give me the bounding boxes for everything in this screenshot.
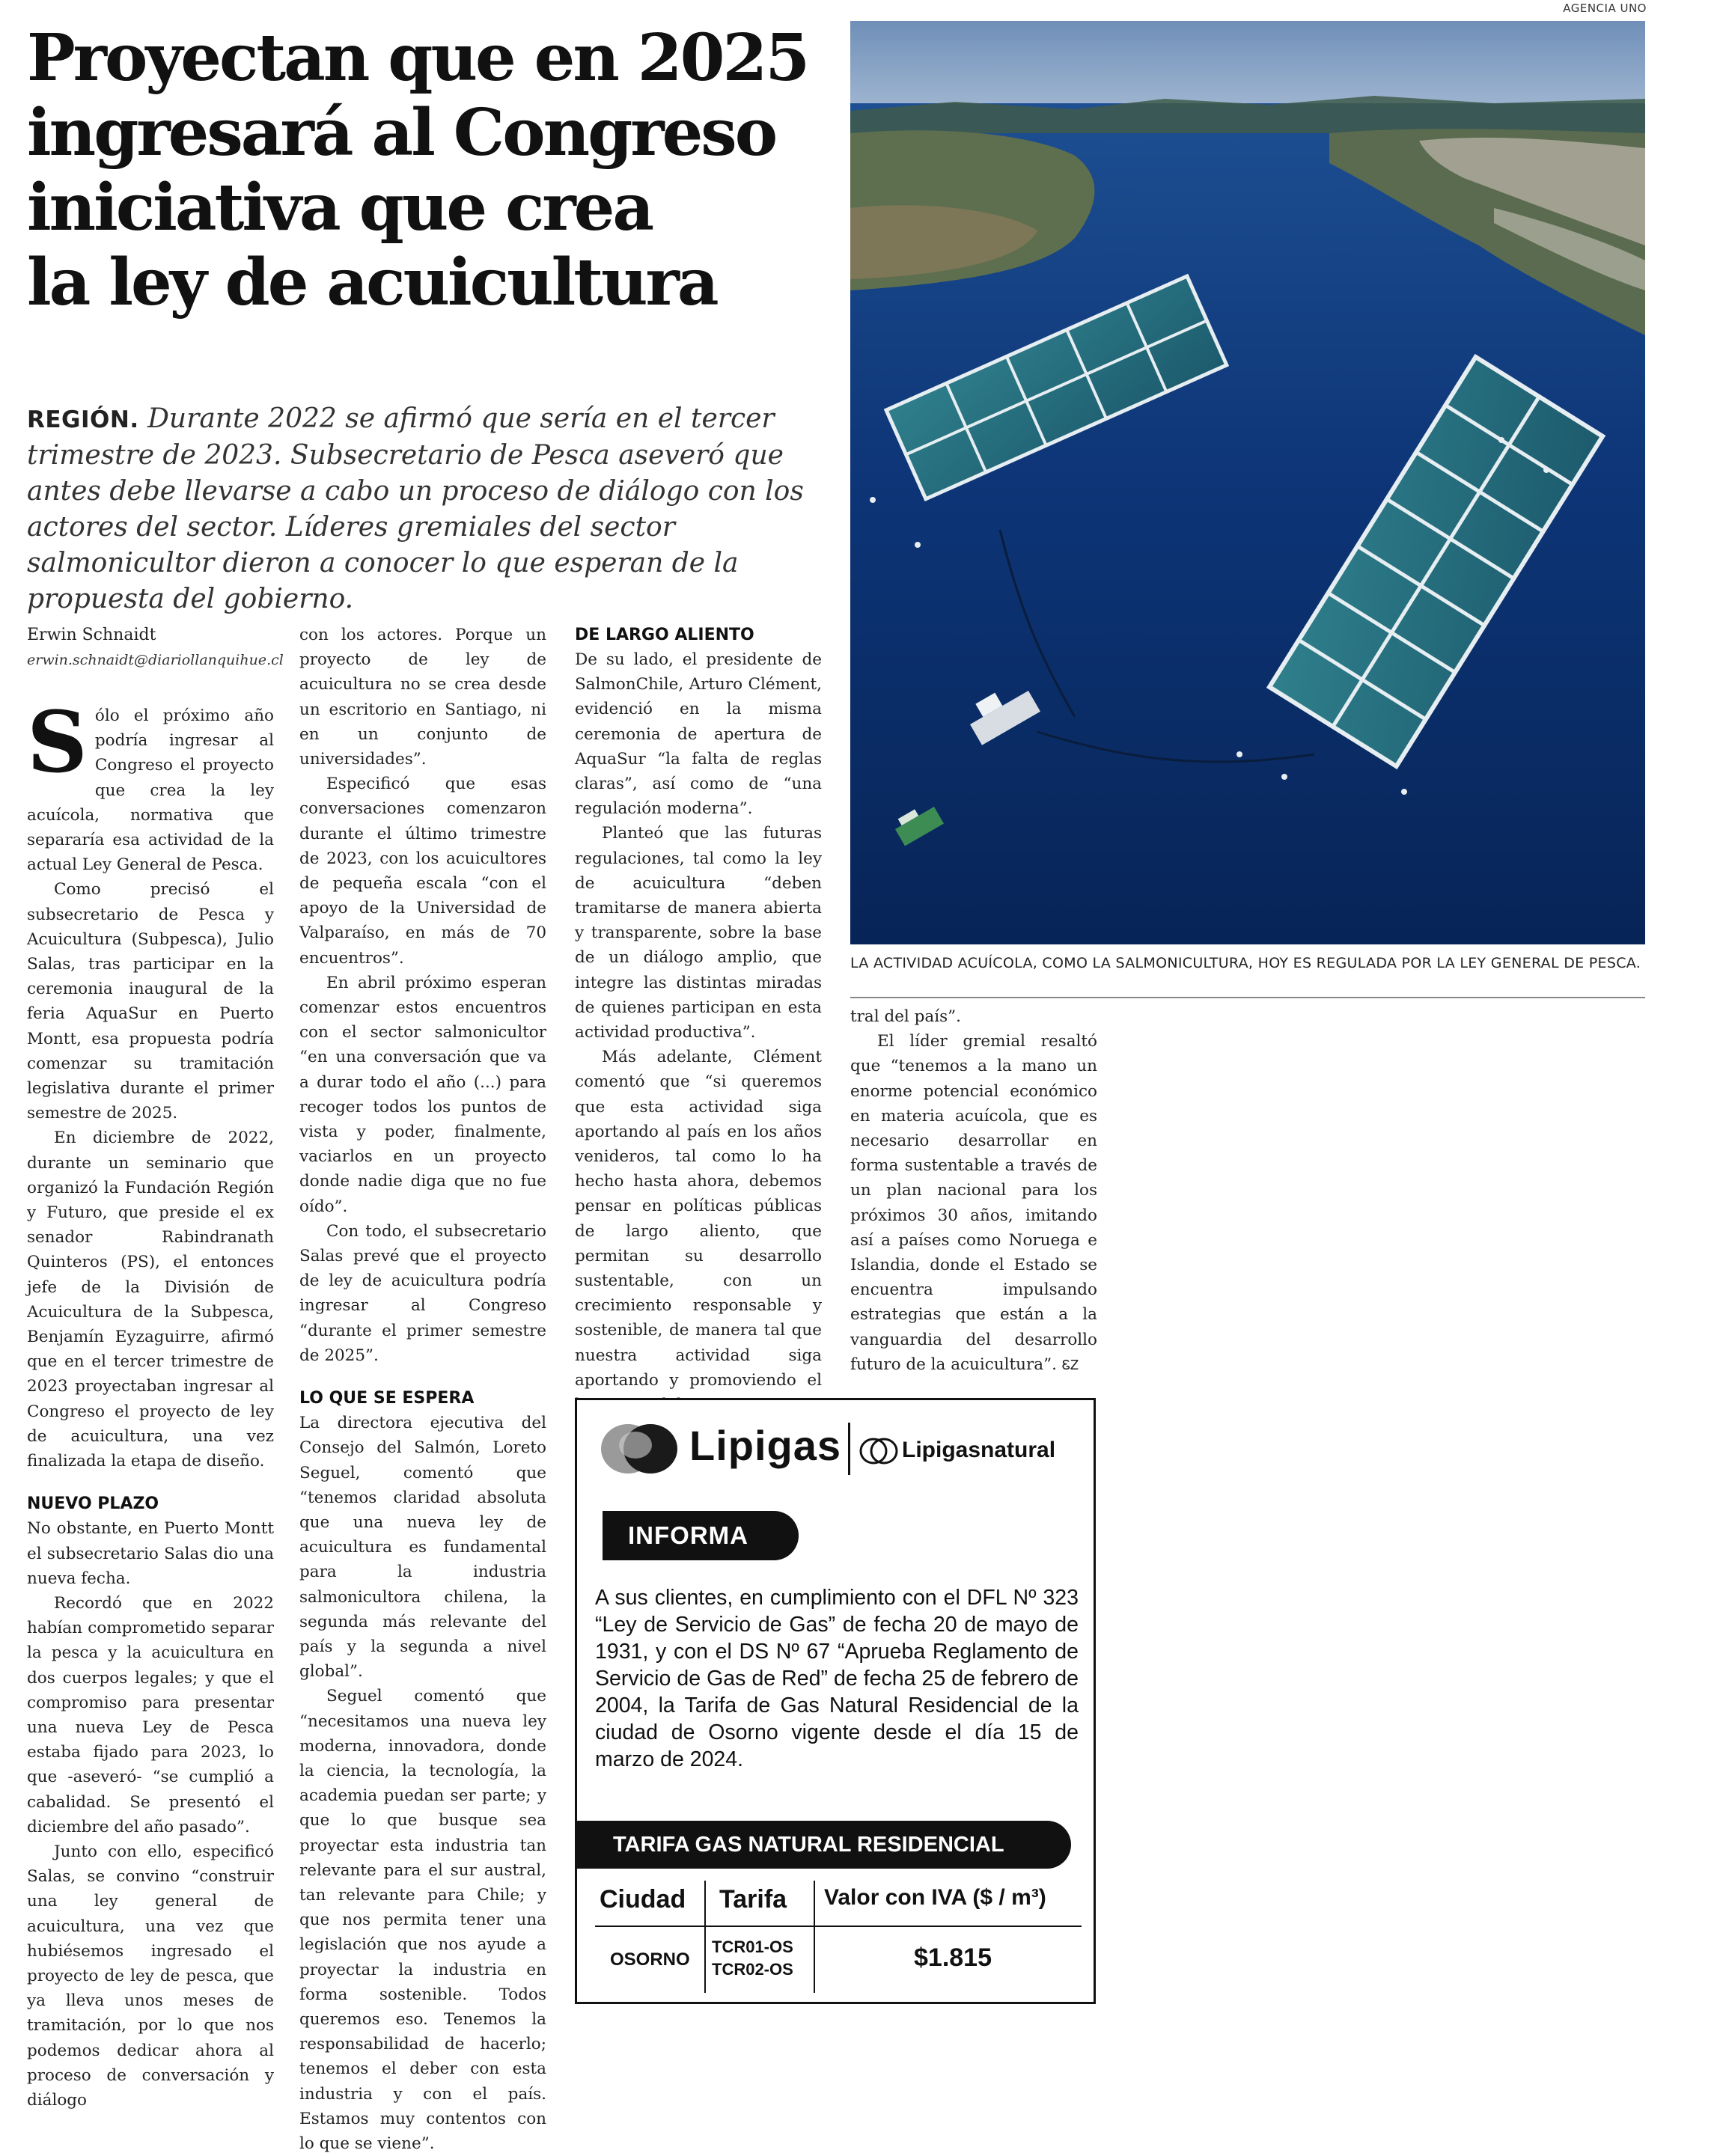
lipigas-logo-icon (600, 1423, 682, 1475)
ad-body-text: A sus clientes, en cumplimiento con el DFL Nº 323 “Ley de Servicio de Gas” de fecha 20 de mayo de 1931, y con el DS Nº 67 “Aprueba Reglamento de Servicio de Gas de Red” de fecha 25 de febrero de 2004, la Tarifa de Gas Natural Residencial de la ciudad de Osorno vigente desde el día 15 de marzo de 2024. (595, 1586, 1079, 1771)
tariff-title: TARIFA GAS NATURAL RESIDENCIAL (577, 1821, 1071, 1869)
caption-divider (850, 997, 1645, 998)
article-paragraph: tral del país”. (850, 1007, 961, 1026)
lipigas-brand: Lipigas (689, 1422, 842, 1469)
end-mark: ᏋᏃ (1061, 1357, 1079, 1373)
lipigasnatural-logo-icon (859, 1436, 899, 1466)
article-paragraph: Especificó que esas conversaciones comenzaron durante el último trimestre de 2023, con los acuicultores de pequeña escala “con el apoyo de la Universidad de Valparaíso, en más de 70 encuentros”. (299, 775, 546, 968)
article-paragraph: Seguel comentó que “necesitamos una nueva ley moderna, innovadora, donde la ciencia, la tecnología, la academia puedan ser parte; y que lo que busque sea proyectar esta industria tan relevante para el sur austral, tan relevante para Chile; y que nos permita tener una legislación que nos ayude a proyectar la industria en forma sostenible. Todos queremos eso. Tenemos la responsabilidad de hacerlo; tenemos el deber con esta industria y con el país. Estamos muy contentos con lo que se viene”. (299, 1687, 546, 2153)
article-column-3 (575, 623, 822, 1390)
article-column-4 (850, 1004, 1097, 1393)
table-header-valor: Valor con IVA ($ / m³) (824, 1885, 1046, 1910)
lead-text: Durante 2022 se afirmó que sería en el tercer trimestre de 2023. Subsecretario de Pesca aseveró que antes debe llevarse a cabo un proceso de diálogo con los actores del sector. Líderes gremiales del sector salmonicultor dieron a conocer lo que esperan de la propuesta del gobierno. (27, 403, 804, 614)
lead-kicker: REGIÓN. (27, 406, 139, 433)
headline-line-3: iniciativa que crea (27, 170, 653, 245)
table-header-rule (595, 1926, 1082, 1927)
table-cell-tariff-2: TCR02-OS (712, 1960, 793, 1979)
subhead-nuevo-plazo: NUEVO PLAZO (27, 1494, 159, 1514)
logo-divider (848, 1423, 850, 1475)
article-paragraph: Recordó que en 2022 habían comprometido separar la pesca y la acuicultura en dos cuerpos legales; y que el compromiso para presentar una nueva Ley de Pesca estaba fijado para 2023, lo que -aseveró- “se cumplió a cabalidad. Se presentó el diciembre del año pasado”. (27, 1593, 274, 1836)
article-paragraph: Sólo el próximo año podría ingresar al Congreso el proyecto que crea la ley acuícola, normativa que separaría esa actividad de la actual Ley General de Pesca. (27, 694, 274, 875)
lipigas-advertisement (575, 1398, 1096, 2004)
table-cell-tariff-1: TCR01-OS (712, 1937, 793, 1956)
article-paragraph: En abril próximo esperan comenzar estos encuentros con el sector salmonicultor “en una conversación que va a durar todo el año (...) para recoger todos los puntos de vista y poder, finalmente, vaciarlos en un proyecto donde nadie diga que no fue oído”. (299, 973, 546, 1216)
article-paragraph: Como precisó el subsecretario de Pesca y Acuicultura (Subpesca), Julio Salas, tras participar en la ceremonia inaugural de la feria AquaSur en Puerto Montt, esa propuesta podría comenzar su tramitación legislativa durante el primer semestre de 2025. (27, 880, 274, 1123)
headline-line-4: la ley de acuicultura (27, 245, 717, 320)
subhead-de-largo-aliento: DE LARGO ALIENTO (575, 626, 754, 644)
headline-line-1: Proyectan que en 2025 (27, 20, 808, 96)
article-paragraph: Más adelante, Clément comentó que “si queremos que esta actividad siga aportando al país en los años venideros, tal como lo ha hecho hasta ahora, debemos pensar en políticas públicas de largo aliento, que permitan su desarrollo sustentable, con un crecimiento responsable y sostenible, de manera tal que nuestra actividad siga aportando y promoviendo el (575, 1048, 822, 1390)
article-paragraph: En diciembre de 2022, durante un seminario que organizó la Fundación Región y Futuro, que preside el ex senador Rabindranath Quinteros (PS), el entonces jefe de la División de Acuicultura de la Subpesca, Benjamín Eyzaguirre, afirmó que en el tercer trimestre de 2023 proyectaban ingresar al Congreso el proyecto de ley de acuicultura, una vez finalizada la etapa de diseño. (27, 1129, 274, 1471)
article-column-2 (299, 623, 546, 2153)
article-paragraph: La directora ejecutiva del Consejo del Salmón, Loreto Seguel, comentó que “tenemos claridad absoluta que una nueva ley de acuicultura es fundamental para la industria salmonicultora chilena, la segunda más relevante del país y la segunda a nivel global”. (299, 1414, 546, 1682)
article-column-1 (27, 623, 284, 2110)
article-paragraph: Junto con ello, especificó Salas, se convino “construir una ley general de acuicultura, una vez que hubiésemos ingresado el proyecto de ley de pesca, que ya lleva unos meses de tramitación, por lo que nos podemos dedicar ahora al proceso de conversación y diálogo (27, 1842, 274, 2110)
drop-cap: S (27, 694, 88, 792)
headline-line-2: ingresará al Congreso (27, 95, 776, 171)
byline-author: Erwin Schnaidt (27, 626, 156, 644)
aquaculture-photo-illustration (850, 21, 1645, 944)
photo-caption: LA ACTIVIDAD ACUÍCOLA, COMO LA SALMONICULTURA, HOY ES REGULADA POR LA LEY GENERAL DE PESCA. (850, 955, 1641, 971)
article-paragraph: Planteó que las futuras regulaciones, tal como la ley de acuicultura “deben tramitarse de manera abierta y transparente, sobre la base de un diálogo amplio, que integre las distintas miradas de quienes participan en esta actividad productiva”. (575, 824, 822, 1042)
table-cell-city: OSORNO (610, 1949, 690, 1970)
lipigasnatural-brand: Lipigasnatural (902, 1438, 1056, 1462)
table-header-tarifa: Tarifa (719, 1885, 787, 1914)
table-header-ciudad: Ciudad (600, 1885, 686, 1914)
lead-paragraph (27, 401, 835, 617)
informa-label: INFORMA (603, 1511, 799, 1560)
article-paragraph: No obstante, en Puerto Montt el subsecretario Salas dio una nueva fecha. (27, 1519, 274, 1588)
photo-credit: AGENCIA UNO (1563, 1, 1647, 15)
table-divider (704, 1881, 706, 1993)
aquaculture-photo (850, 21, 1645, 944)
table-divider (814, 1881, 815, 1993)
subhead-lo-que-se-espera: LO QUE SE ESPERA (299, 1389, 475, 1408)
byline-email: erwin.schnaidt@diariollanquihue.cl (27, 652, 284, 668)
article-paragraph: con los actores. Porque un proyecto de ley de acuicultura no se crea desde un escritorio en Santiago, ni en un conjunto de universidades”. (299, 626, 546, 769)
article-paragraph: Con todo, el subsecretario Salas prevé que el proyecto de ley de acuicultura podría ingresar al Congreso “durante el primer semestre de 2025”. (299, 1221, 546, 1365)
article-paragraph: El líder gremial resaltó que “tenemos a la mano un enorme potencial económico en materia acuícola, que es necesario desarrollar en forma sustentable a través de un plan nacional para los próximos 30 años, imitando así a países como Noruega e Islandia, donde el Estado se encuentra impulsando estrategias que están a la vanguardia del desarrollo futuro de la acuicultura”. ᏋᏃ (850, 1032, 1097, 1374)
article-paragraph: De su lado, el presidente de SalmonChile, Arturo Clément, evidenció en la misma ceremonia de apertura de AquaSur “la falta de reglas claras”, así como de “una regulación moderna”. (575, 650, 822, 819)
table-cell-value: $1.815 (914, 1943, 992, 1972)
headline (27, 21, 820, 320)
tariff-table (577, 1869, 1094, 2003)
